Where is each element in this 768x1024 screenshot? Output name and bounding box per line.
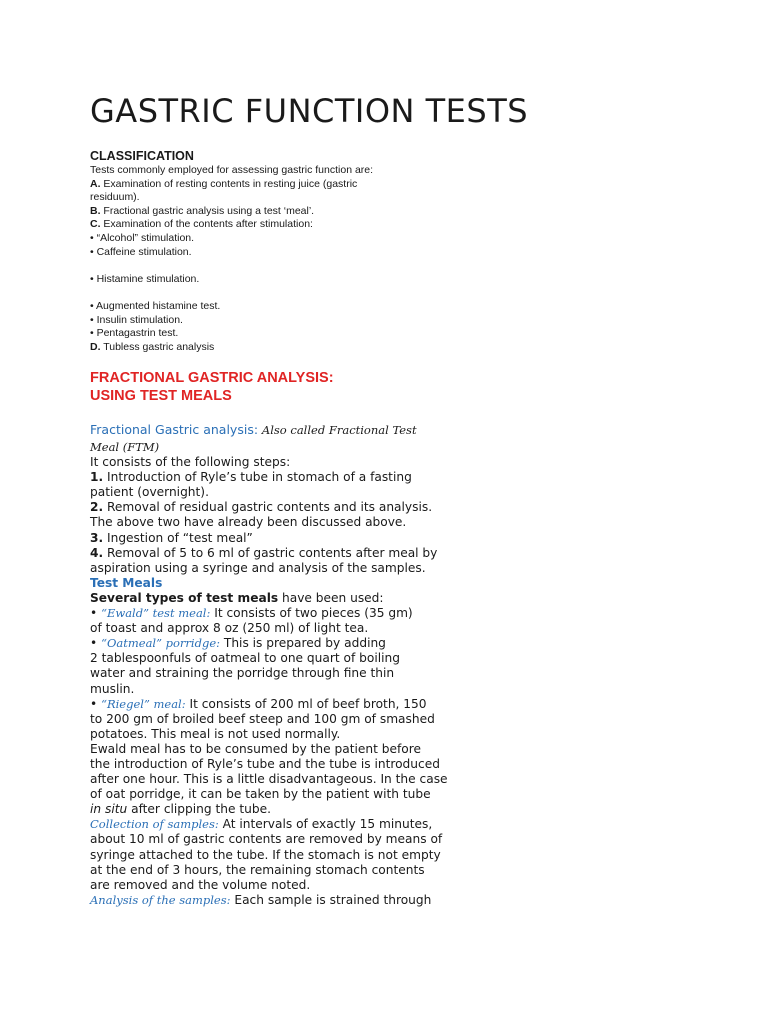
stimulation-item: • Histamine stimulation. (90, 272, 200, 285)
oatmeal-porridge-cont: water and straining the porridge through fine thin (90, 666, 395, 681)
test-meals-heading: Test Meals (90, 575, 163, 590)
page-title: GASTRIC FUNCTION TESTS (90, 92, 529, 130)
fga-subheading: Fractional Gastric analysis: Also called Fractional Test (90, 422, 417, 437)
classification-item-a: A. Examination of resting contents in resting juice (gastric (90, 177, 358, 190)
riegel-meal-cont: potatoes. This meal is not used normally. (90, 726, 341, 741)
ewald-meal-cont: of toast and approx 8 oz (250 ml) of light tea. (90, 621, 369, 636)
ewald-note: Ewald meal has to be consumed by the patient before (90, 741, 421, 756)
classification-item-c: C. Examination of the contents after stimulation: (90, 218, 313, 231)
classification-intro: Tests commonly employed for assessing gastric function are: (90, 164, 374, 176)
oatmeal-porridge: • “Oatmeal” porridge: This is prepared by adding (90, 636, 386, 651)
stimulation-item: • Augmented histamine test. (90, 299, 221, 312)
collection-of-samples-cont: at the end of 3 hours, the remaining stomach contents (90, 862, 425, 877)
step-3: 3. Ingestion of “test meal” (90, 530, 253, 545)
ewald-note: after one hour. This is a little disadvantageous. In the case (90, 772, 448, 787)
step-1: 1. Introduction of Ryle’s tube in stomach of a fasting (90, 470, 412, 485)
stimulation-item: • Pentagastrin test. (90, 327, 179, 340)
collection-of-samples: Collection of samples: At intervals of exactly 15 minutes, (90, 817, 433, 832)
classification-item-b: B. Fractional gastric analysis using a test ‘meal’. (90, 204, 315, 217)
ewald-meal: • “Ewald” test meal: It consists of two pieces (35 gm) (90, 606, 413, 621)
ewald-note: in situ after clipping the tube. (90, 802, 271, 817)
oatmeal-porridge-cont: 2 tablespoonfuls of oatmeal to one quart of boiling (90, 651, 400, 666)
riegel-meal: • “Riegel” meal: It consists of 200 ml of beef broth, 150 (90, 696, 427, 711)
stimulation-item: • Caffeine stimulation. (90, 245, 192, 258)
collection-of-samples-cont: are removed and the volume noted. (90, 877, 311, 892)
ewald-note: the introduction of Ryle’s tube and the tube is introduced (90, 756, 440, 771)
test-meals-intro: Several types of test meals have been used: (90, 590, 384, 605)
fractional-gastric-analysis-heading: FRACTIONAL GASTRIC ANALYSIS: USING TEST MEALS (90, 370, 334, 404)
stimulation-item: • “Alcohol” stimulation. (90, 231, 195, 244)
collection-of-samples-cont: about 10 ml of gastric contents are removed by means of (90, 832, 443, 847)
step-4-cont: aspiration using a syringe and analysis of the samples. (90, 560, 426, 575)
step-2: 2. Removal of residual gastric contents and its analysis. (90, 500, 433, 515)
fga-subheading-cont: Meal (FTM) (90, 440, 160, 454)
ewald-note: of oat porridge, it can be taken by the patient with tube (90, 787, 431, 802)
step-2-cont: The above two have already been discussed above. (90, 515, 407, 530)
classification-item-a-cont: residuum). (90, 191, 140, 204)
analysis-of-samples: Analysis of the samples: Each sample is strained through (90, 892, 432, 907)
classification-heading: CLASSIFICATION (90, 149, 194, 163)
classification-section (90, 149, 410, 354)
steps-intro: It consists of the following steps: (90, 455, 291, 470)
fractional-analysis-content (90, 420, 470, 908)
classification-item-d: D. Tubless gastric analysis (90, 340, 215, 353)
riegel-meal-cont: to 200 gm of broiled beef steep and 100 gm of smashed (90, 711, 435, 726)
oatmeal-porridge-cont: muslin. (90, 681, 135, 696)
step-1-cont: patient (overnight). (90, 485, 209, 500)
collection-of-samples-cont: syringe attached to the tube. If the stomach is not empty (90, 847, 441, 862)
stimulation-item: • Insulin stimulation. (90, 313, 183, 326)
step-4: 4. Removal of 5 to 6 ml of gastric contents after meal by (90, 545, 438, 560)
